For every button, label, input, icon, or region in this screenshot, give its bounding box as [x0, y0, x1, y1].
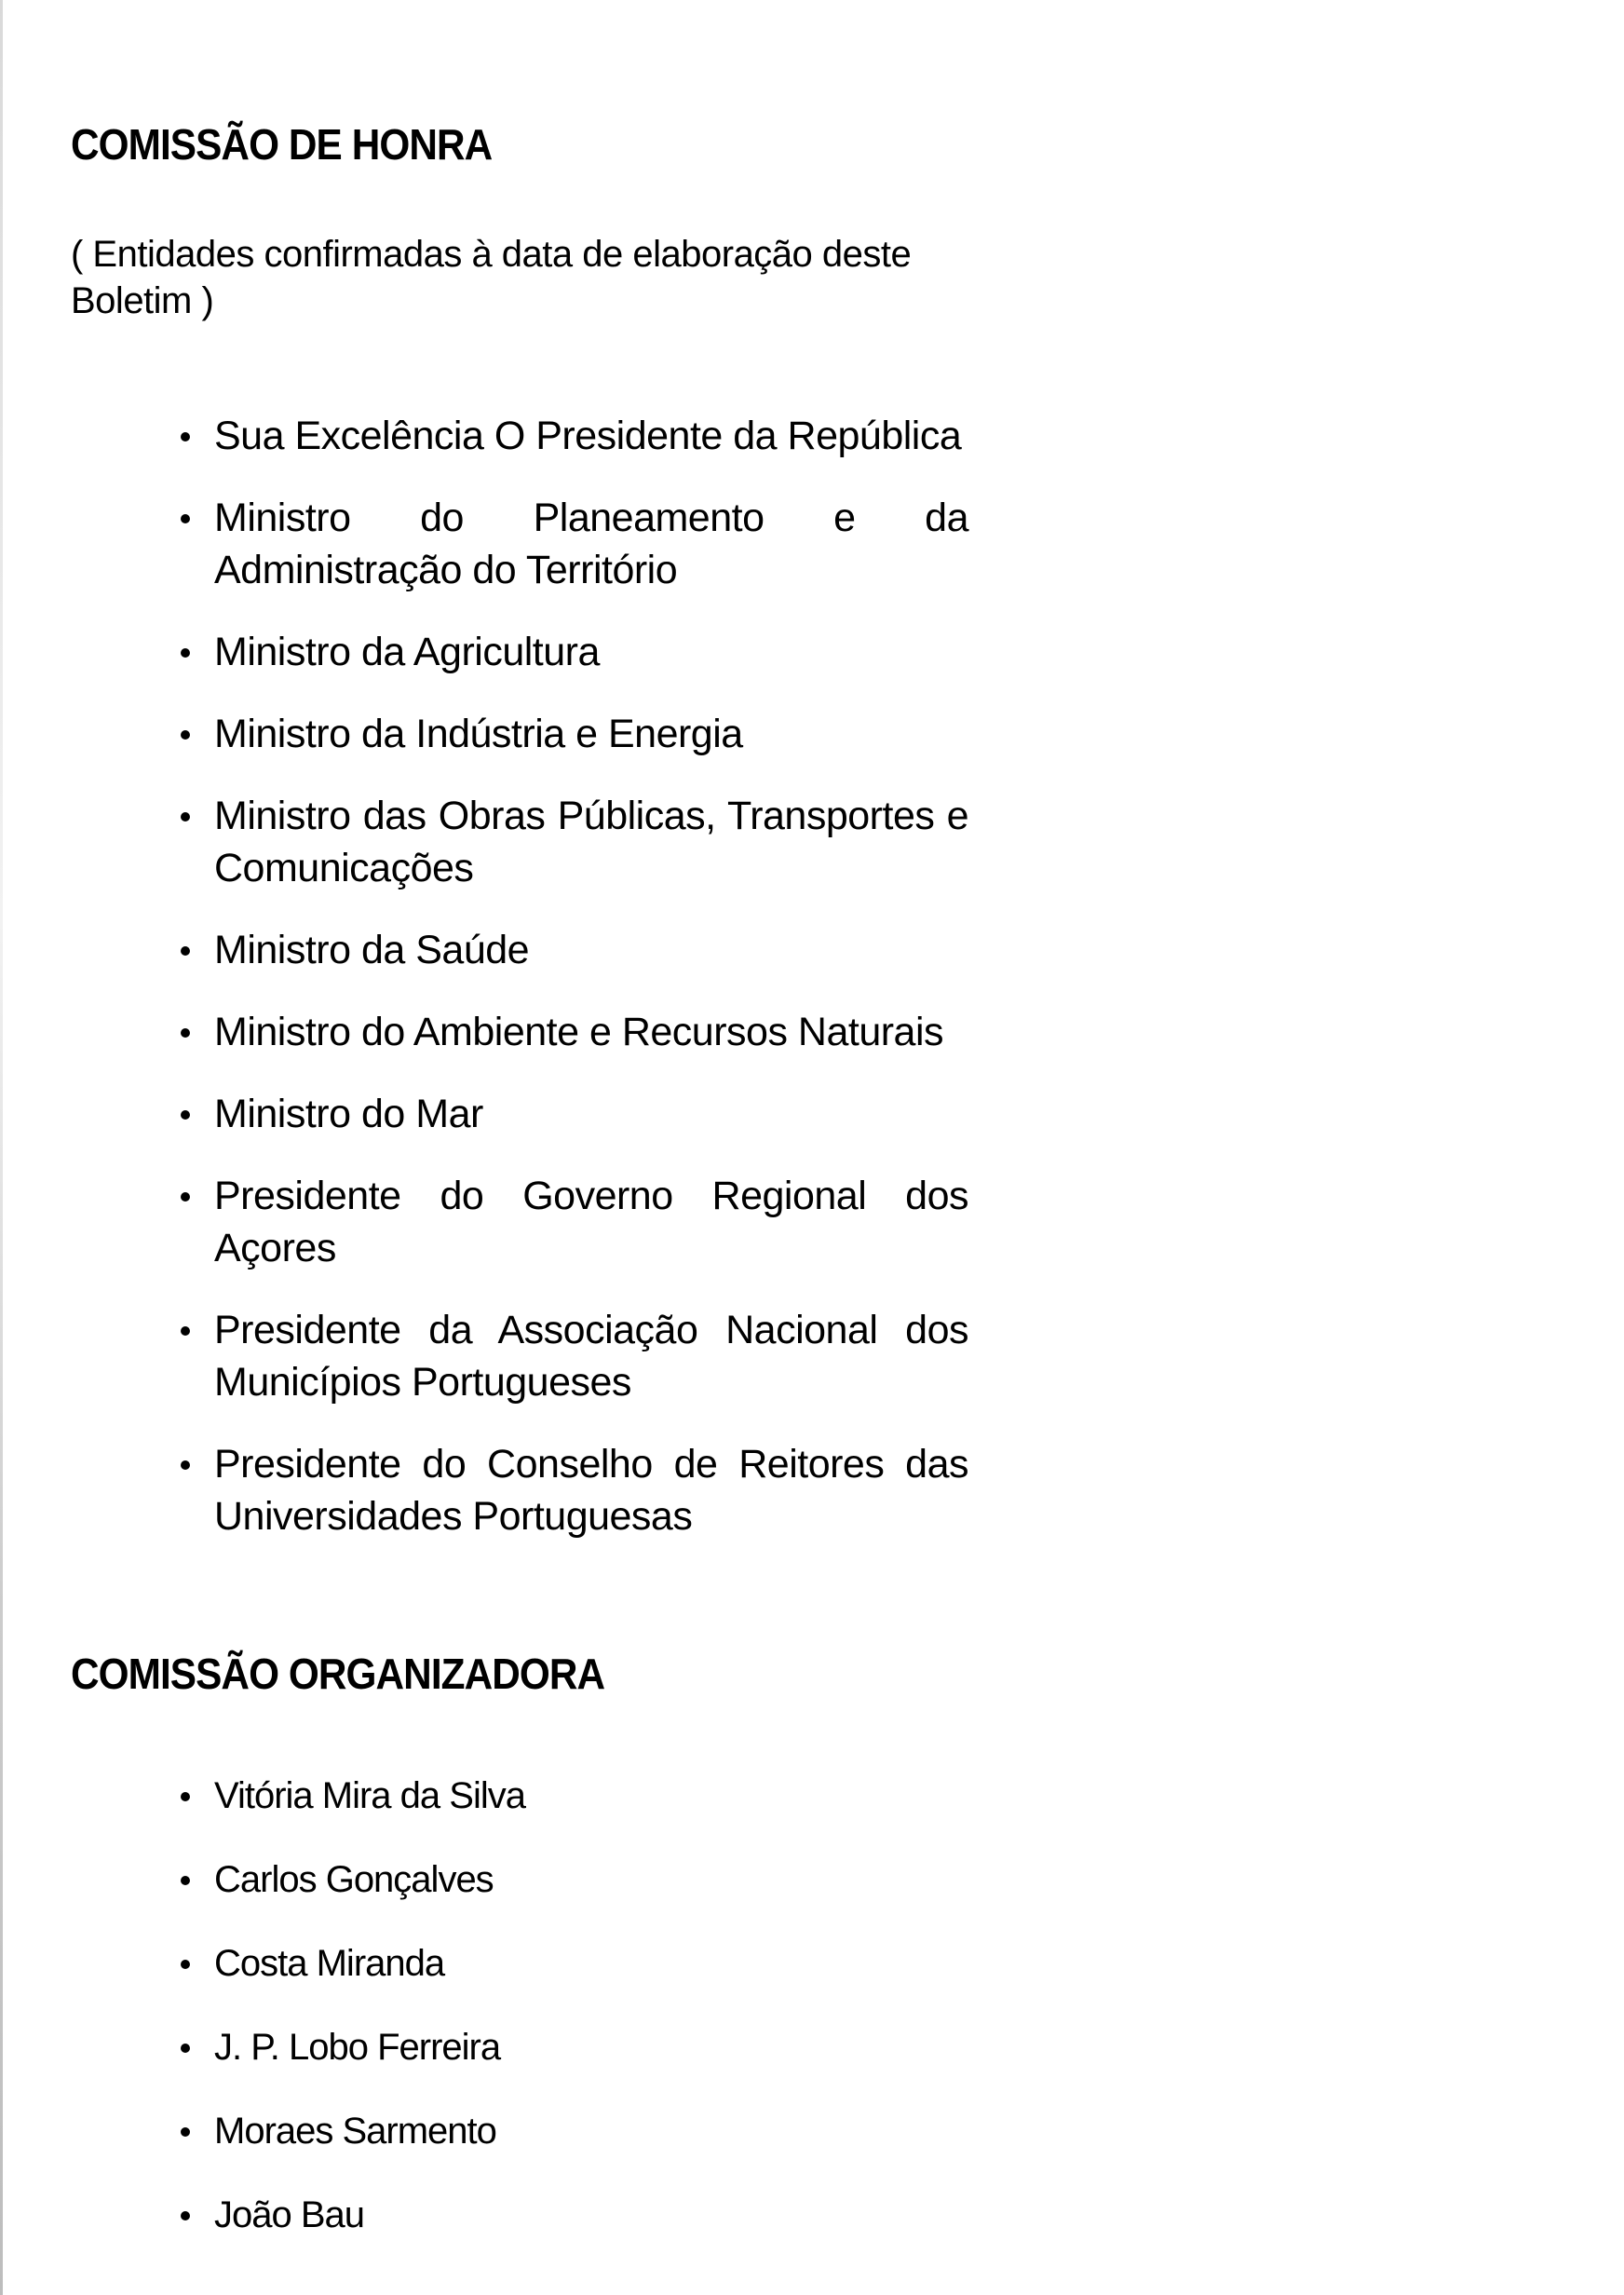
- list-item: Presidente do Conselho de Reitores das Universidades Portuguesas: [177, 1438, 968, 1542]
- list-item: Carlos Gonçalves: [177, 1854, 829, 1906]
- bullet-icon: [181, 812, 190, 822]
- bullet-icon: [181, 946, 190, 956]
- honra-note: ( Entidades confirmadas à data de elaboração deste Boletim ): [71, 234, 912, 321]
- bullet-icon: [181, 1792, 190, 1801]
- list-item: Sua Excelência O Presidente da República: [177, 410, 968, 462]
- organizadora-list: [177, 1770, 829, 2273]
- list-item: Ministro das Obras Públicas, Transportes e Comunicações: [177, 790, 968, 894]
- list-item: Costa Miranda: [177, 1937, 829, 1989]
- honra-section-title: COMISSÃO DE HONRA: [71, 120, 493, 169]
- bullet-icon: [181, 1326, 190, 1336]
- bullet-icon: [181, 1876, 190, 1885]
- list-item: J. P. Lobo Ferreira: [177, 2021, 829, 2073]
- list-item: Ministro do Ambiente e Recursos Naturais: [177, 1006, 968, 1058]
- scan-edge: [0, 0, 3, 2295]
- organizadora-section-title: COMISSÃO ORGANIZADORA: [71, 1650, 605, 1698]
- bullet-icon: [181, 1960, 190, 1969]
- list-item: Ministro da Agricultura: [177, 626, 968, 678]
- bullet-icon: [181, 2127, 190, 2137]
- list-item: Ministro da Saúde: [177, 924, 968, 976]
- bullet-icon: [181, 730, 190, 740]
- list-item: Vitória Mira da Silva: [177, 1770, 829, 1822]
- list-item: Ministro da Indústria e Energia: [177, 708, 968, 760]
- list-item: Moraes Sarmento: [177, 2105, 829, 2157]
- list-item: Ministro do Mar: [177, 1088, 968, 1140]
- bullet-icon: [181, 2211, 190, 2220]
- list-item: Ministro do Planeamento e da Administração do Território: [177, 492, 968, 596]
- bullet-icon: [181, 1110, 190, 1120]
- bullet-icon: [181, 1028, 190, 1038]
- list-item: Presidente do Governo Regional dos Açores: [177, 1170, 968, 1274]
- bullet-icon: [181, 432, 190, 441]
- bullet-icon: [181, 1192, 190, 1202]
- bullet-icon: [181, 514, 190, 523]
- honra-list: [177, 410, 968, 1572]
- list-item: João Bau: [177, 2189, 829, 2241]
- bullet-icon: [181, 2044, 190, 2053]
- bullet-icon: [181, 648, 190, 658]
- bullet-icon: [181, 1460, 190, 1470]
- list-item: Presidente da Associação Nacional dos Municípios Portugueses: [177, 1304, 968, 1408]
